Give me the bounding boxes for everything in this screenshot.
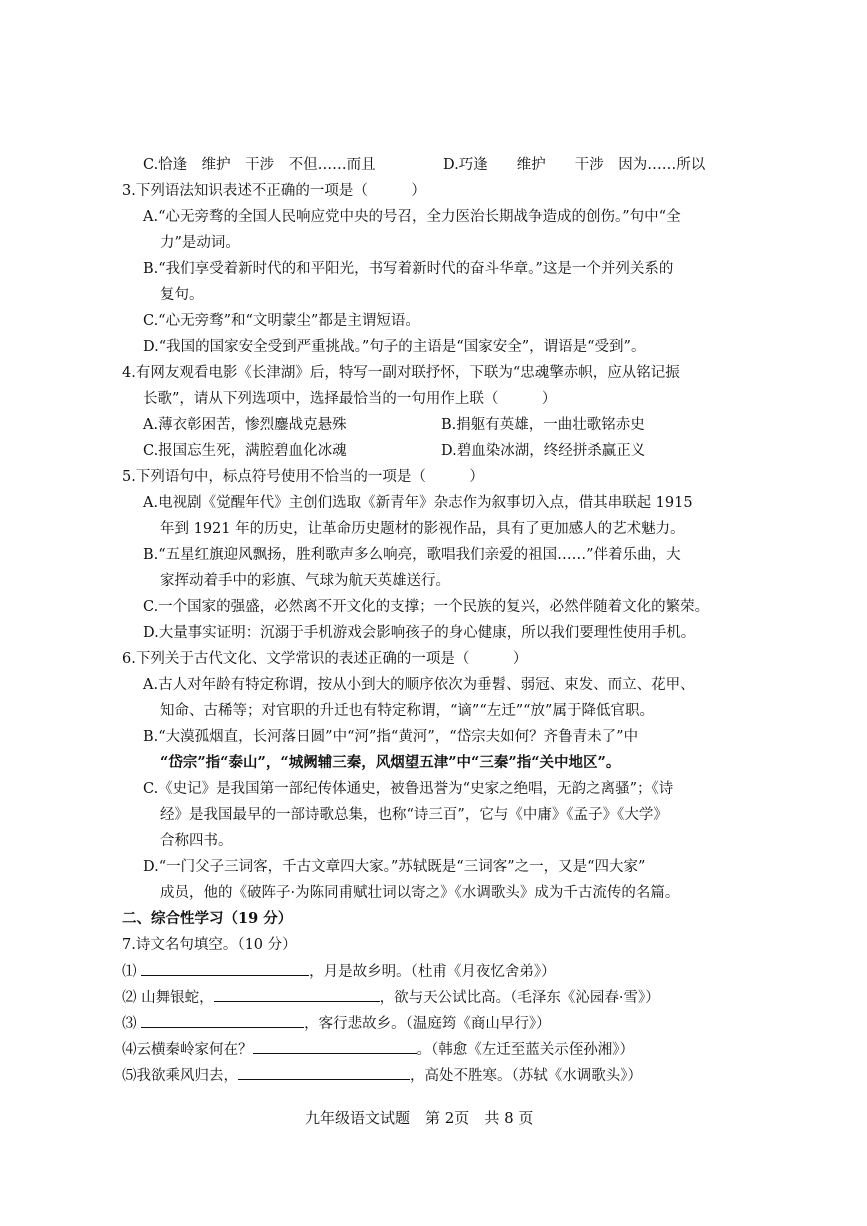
q7-item-1-number: ⑴	[122, 964, 137, 980]
q7-item-3-text: ，客行悲故乡。（温庭筠《商山早行》）	[304, 1016, 551, 1032]
q6-stem: 6.下列关于古代文化、文学常识的表述正确的一项是（ ）	[122, 651, 528, 667]
q3-stem: 3.下列语法知识表述不正确的一项是（ ）	[122, 183, 426, 199]
q6-option-d-line1: D.“一门父子三词客，千古文章四大家。”苏轼既是“三词客”之一，又是“四大家”	[143, 859, 646, 875]
q5-option-d: D.大量事实证明：沉溺于手机游戏会影响孩子的身心健康，所以我们要理性使用手机。	[143, 625, 696, 641]
q5-option-b-line2: 家挥动着手中的彩旗、气球为航天英雄送行。	[160, 573, 450, 589]
q5-option-b-line1: B.“五星红旗迎风飘扬，胜利歌声多么响亮，歌唱我们亲爱的祖国……”伴着乐曲，大	[143, 547, 681, 563]
q3-option-b-line1: B.“我们享受着新时代的和平阳光，书写着新时代的奋斗华章。”这是一个并列关系的	[143, 261, 674, 277]
q2-option-row	[143, 155, 705, 175]
q4-stem-line2: 长歌”，请从下列选项中，选择最恰当的一句用作上联（ ）	[143, 391, 557, 407]
q7-item-2-text-after: ，欲与天公试比高。（毛泽东《沁园春·雪》）	[379, 990, 660, 1006]
q7-stem: 7.诗文名句填空。（10 分）	[122, 937, 297, 953]
q6-option-a-line2: 知命、古稀等；对官职的升迁也有特定称谓，“谪”“左迁”“放”属于降低官职。	[160, 703, 654, 719]
q4-stem-line1: 4.有网友观看电影《长津湖》后，特写一副对联抒怀，下联为“忠魂擎赤帜，应从铭记振	[122, 365, 680, 381]
q3-option-c: C.“心无旁骛”和“文明蒙尘”都是主谓短语。	[143, 313, 420, 329]
q6-option-c-line2: 经》是我国最早的一部诗歌总集，也称“诗三百”，它与《中庸》《孟子》《大学》	[160, 807, 668, 823]
q5-option-a-line2: 年到 1921 年的历史，让革命历史题材的影视作品，具有了更加感人的艺术魅力。	[160, 521, 685, 537]
q7-item-2-blank[interactable]	[214, 987, 380, 1002]
q2-option-d: D.巧逢 维护 干涉 因为……所以	[443, 157, 706, 173]
q4-option-b: B.捐躯有英雄，一曲壮歌铭赤史	[441, 417, 645, 433]
q7-item-4-text-before: ⑷云横秦岭家何在？	[122, 1042, 253, 1058]
q3-option-b-line2: 复句。	[160, 287, 204, 303]
q6-option-c-line3: 合称四书。	[160, 833, 233, 849]
q7-item-5	[122, 1065, 642, 1086]
q3-option-d: D.“我国的国家安全受到严重挑战。”句子的主语是“国家安全”，谓语是“受到”。	[143, 339, 646, 355]
q7-item-4	[122, 1039, 634, 1060]
q6-option-b-line1: B.“大漠孤烟直，长河落日圆”中“河”指“黄河”，“岱宗夫如何？齐鲁青未了”中	[143, 729, 639, 745]
q7-item-3	[122, 1013, 551, 1034]
q6-option-b-line2: “岱宗”指“泰山”，“城阙辅三秦，风烟望五津”中“三秦”指“关中地区”。	[160, 754, 621, 771]
q7-item-1	[122, 961, 556, 982]
q7-item-5-blank[interactable]	[238, 1065, 410, 1080]
q5-option-a-line1: A.电视剧《觉醒年代》主创们选取《新青年》杂志作为叙事切入点，借其串联起 1915	[143, 495, 693, 511]
q4-option-a: A.薄衣彰困苦，惨烈鏖战克悬殊	[143, 417, 347, 433]
q4-option-c: C.报国忘生死，满腔碧血化冰魂	[143, 443, 347, 459]
q7-item-4-blank[interactable]	[253, 1039, 417, 1054]
q7-item-5-text-before: ⑸我欲乘风归去，	[122, 1068, 238, 1084]
q2-option-c: C.恰逢 维护 干涉 不但……而且	[143, 157, 376, 173]
page-footer: 九年级语文试题 第 2页 共 8 页	[305, 1109, 534, 1127]
q7-item-5-text-after: ，高处不胜寒。（苏轼《水调歌头》）	[410, 1068, 642, 1084]
q6-option-c-line1: C.《史记》是我国第一部纪传体通史，被鲁迅誉为“史家之绝唱，无韵之离骚”；《诗	[143, 781, 674, 797]
q7-item-4-text-after: 。（韩愈《左迁至蓝关示侄孙湘》）	[416, 1042, 634, 1058]
q7-item-3-number: ⑶	[122, 1016, 137, 1032]
q4-option-d: D.碧血染冰湖，终经拼杀赢正义	[441, 443, 646, 459]
q4-option-row-ab	[143, 415, 645, 435]
q6-option-a-line1: A.古人对年龄有特定称谓，按从小到大的顺序依次为垂髫、弱冠、束发、而立、花甲、	[143, 677, 695, 693]
q3-option-a-line2: 力”是动词。	[160, 235, 240, 251]
q7-item-1-blank[interactable]	[141, 961, 309, 976]
q7-item-2	[122, 987, 660, 1008]
section-2-title: 二、综合性学习（19 分）	[122, 910, 293, 927]
q7-item-3-blank[interactable]	[141, 1013, 304, 1028]
q7-item-2-text-before: ⑵ 山舞银蛇，	[122, 990, 214, 1006]
q4-option-row-cd	[143, 441, 645, 461]
q6-option-d-line2: 成员，他的《破阵子·为陈同甫赋壮词以寄之》《水调歌头》成为千古流传的名篇。	[160, 885, 680, 901]
q5-stem: 5.下列语句中，标点符号使用不恰当的一项是（ ）	[122, 469, 484, 485]
q5-option-c: C.一个国家的强盛，必然离不开文化的支撑；一个民族的复兴，必然伴随着文化的繁荣。	[143, 599, 710, 615]
q3-option-a-line1: A.“心无旁骛的全国人民响应党中央的号召，全力医治长期战争造成的创伤。”句中“全	[143, 209, 681, 225]
q7-item-1-text: ，月是故乡明。（杜甫《月夜忆舍弟》）	[309, 964, 556, 980]
